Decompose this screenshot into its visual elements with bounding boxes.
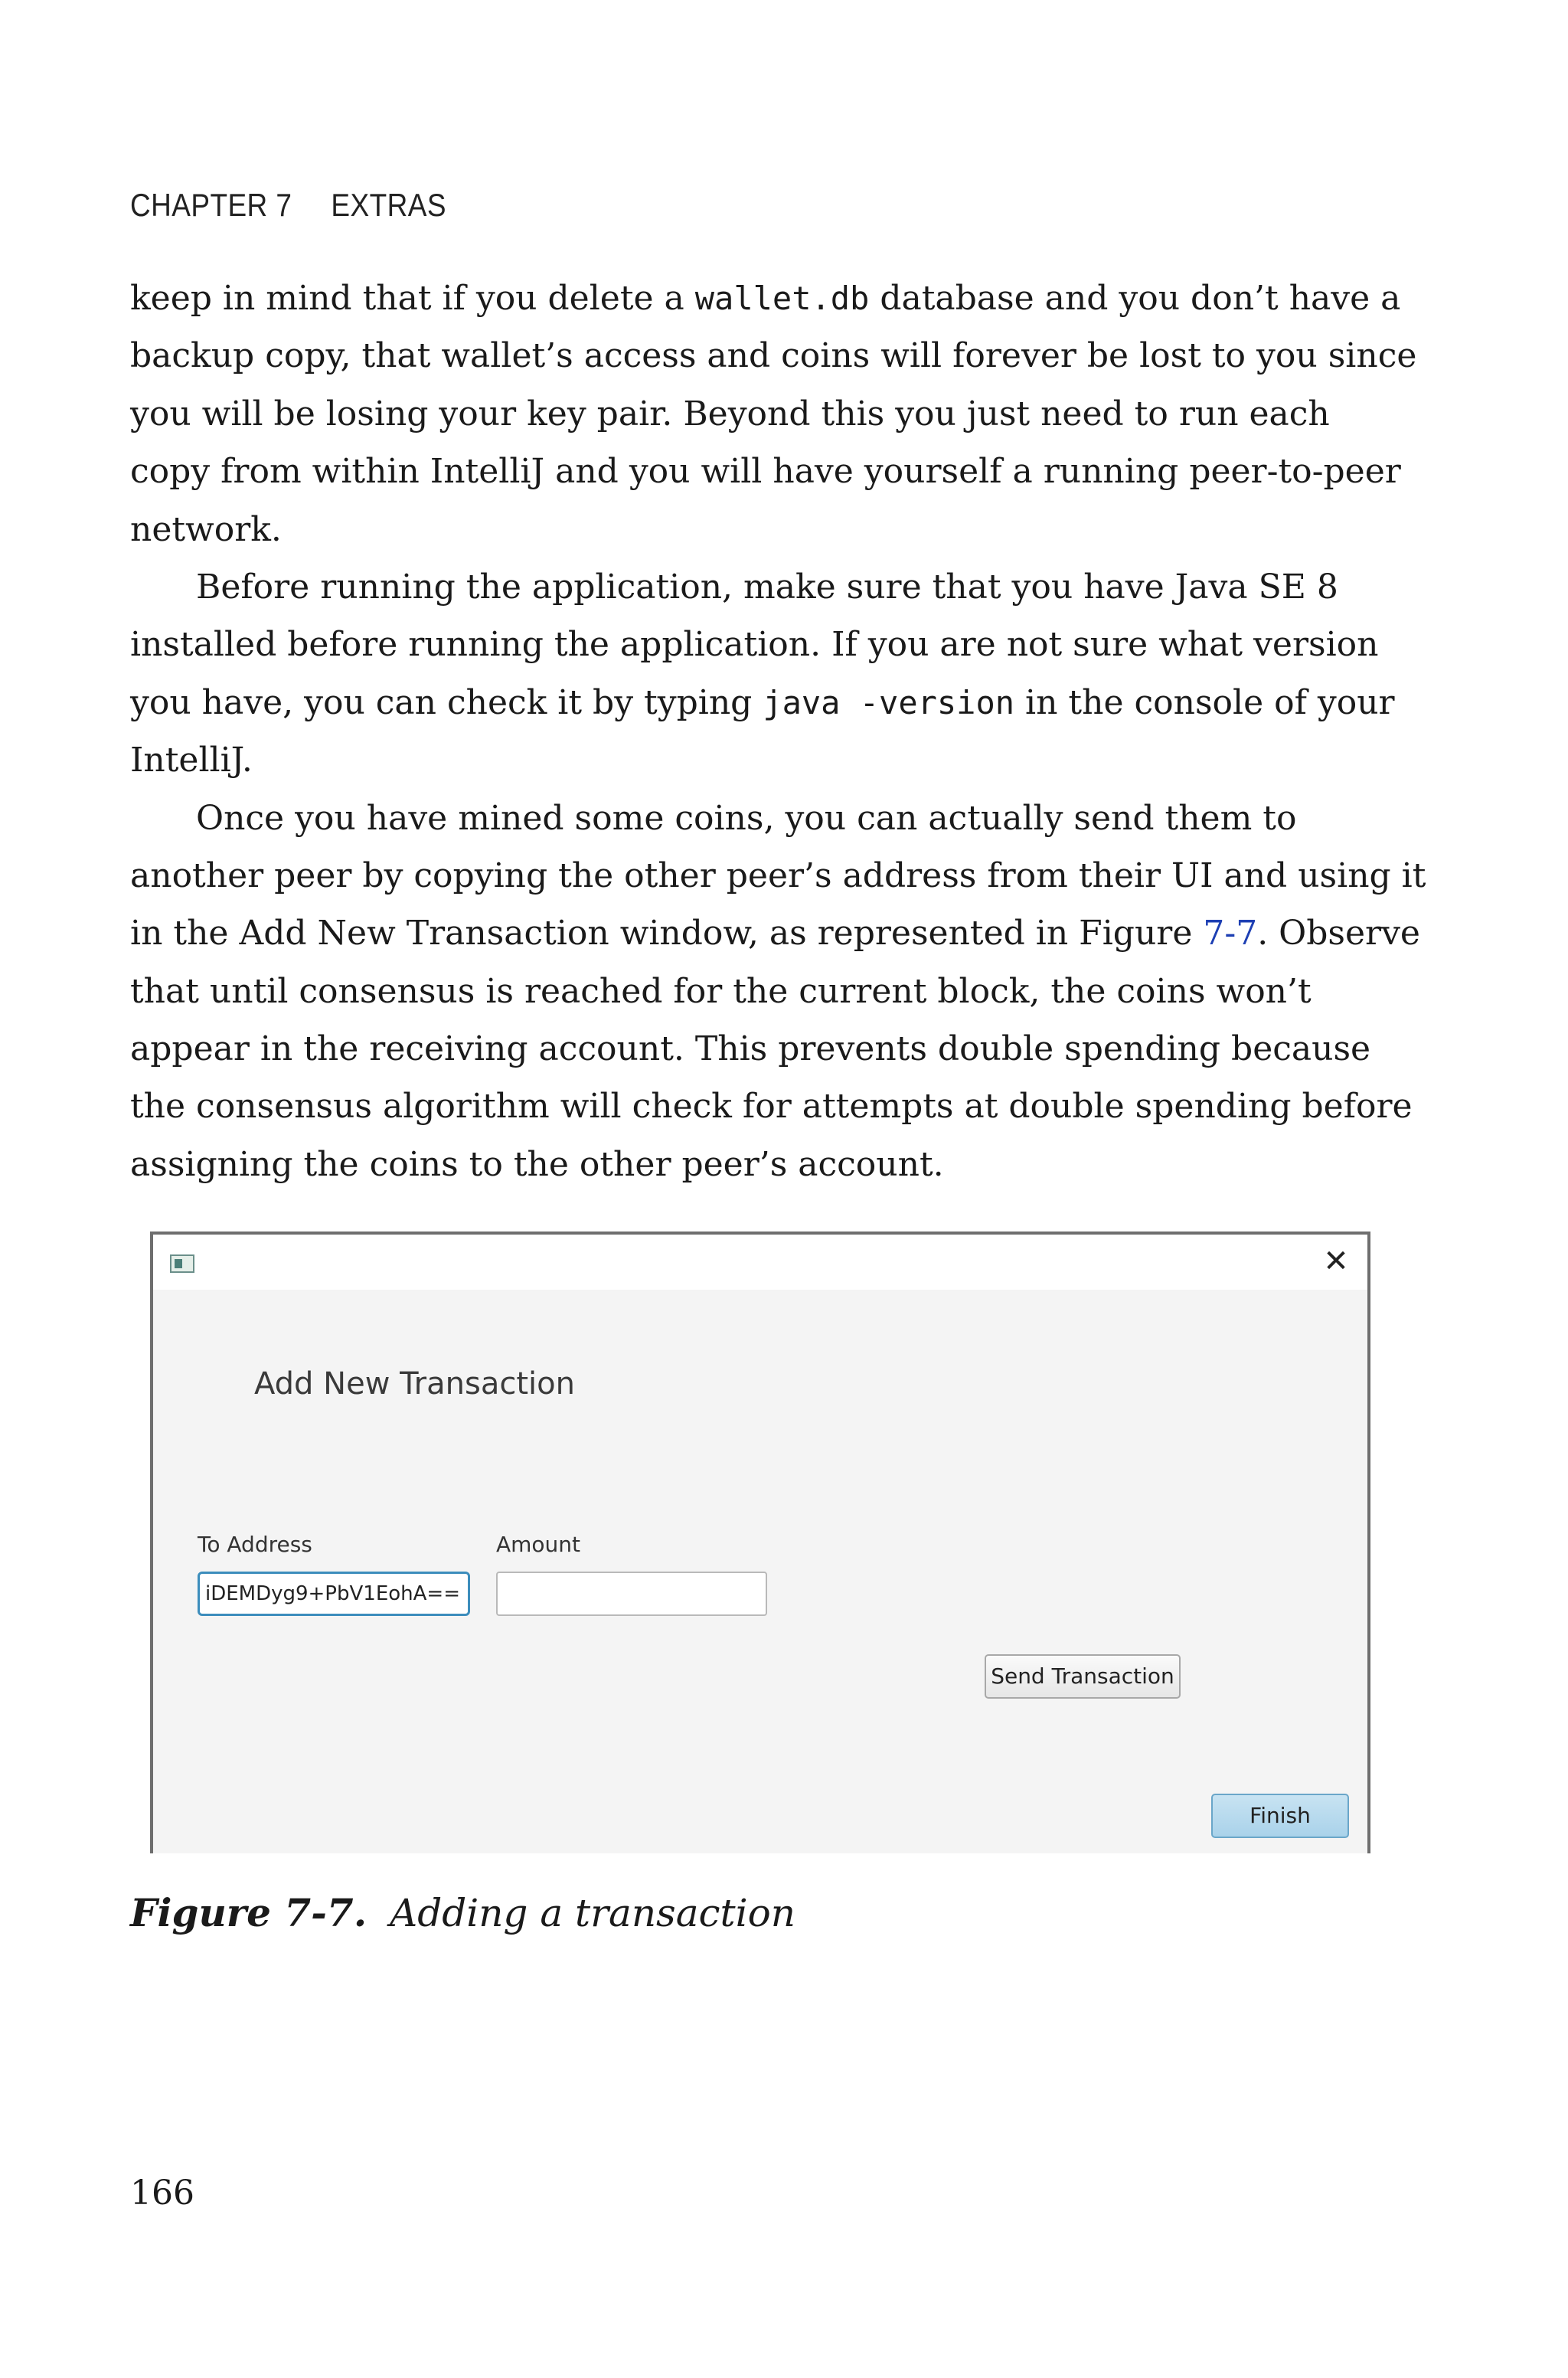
paragraph-2-line-1: Before running the application, make sure that you have Java SE 8: [196, 567, 1338, 607]
paragraph-1-line-5: network.: [130, 509, 282, 549]
finish-button[interactable]: Finish: [1211, 1794, 1349, 1838]
inline-code-java-version: java -version: [763, 683, 1015, 721]
running-head: [130, 187, 446, 224]
send-transaction-button[interactable]: Send Transaction: [985, 1654, 1181, 1699]
inline-code-wallet-db: wallet.db: [694, 280, 870, 317]
page-number: 166: [130, 2174, 194, 2213]
paragraph-3-line-4: that until consensus is reached for the current block, the coins won’t: [130, 971, 1312, 1011]
paragraph-3-line-1: Once you have mined some coins, you can actually send them to: [196, 798, 1297, 838]
paragraph-3-line-5: appear in the receiving account. This prevents double spending because: [130, 1029, 1371, 1069]
figure-caption-text: Adding a transaction: [390, 1891, 795, 1935]
to-address-label: To Address: [198, 1532, 312, 1557]
paragraph-1-line-2: backup copy, that wallet’s access and coins will forever be lost to you since: [130, 336, 1417, 376]
chapter-label: CHAPTER 7: [130, 187, 292, 223]
close-icon[interactable]: ✕: [1323, 1244, 1349, 1279]
paragraph-2-line-4: IntelliJ.: [130, 741, 253, 780]
paragraph-3-line-6: the consensus algorithm will check for attempts at double spending before: [130, 1087, 1413, 1127]
section-label: EXTRAS: [331, 187, 446, 223]
paragraph-1-line-4: copy from within IntelliJ and you will have yourself a running peer-to-peer: [130, 452, 1401, 492]
add-transaction-window-figure: [150, 1232, 1370, 1853]
body-text: [130, 270, 1426, 1193]
paragraph-3-line-3: in the Add New Transaction window, as represented in Figure 7-7. Observe: [130, 914, 1420, 953]
paragraph-2-line-3: you have, you can check it by typing java -version in the console of your: [130, 682, 1395, 722]
figure-cross-reference-link[interactable]: 7-7: [1203, 914, 1258, 953]
to-address-value: iDEMDyg9+PbV1EohA==: [204, 1582, 460, 1605]
dialog-title: Add New Transaction: [254, 1366, 575, 1402]
figure-caption: [130, 1890, 795, 1935]
paragraph-1-line-3: you will be losing your key pair. Beyond this you just need to run each: [130, 394, 1330, 433]
to-address-input[interactable]: [198, 1572, 470, 1616]
paragraph-3-line-2: another peer by copying the other peer’s address from their UI and using it: [130, 855, 1426, 895]
paragraph-2-line-2: installed before running the application. If you are not sure what version: [130, 625, 1379, 665]
window-titlebar: [153, 1235, 1367, 1290]
amount-label: Amount: [496, 1532, 581, 1557]
paragraph-1-line-1: keep in mind that if you delete a wallet.db database and you don’t have a: [130, 279, 1401, 318]
amount-input[interactable]: [496, 1572, 767, 1616]
figure-caption-label: Figure 7-7.: [130, 1890, 368, 1935]
paragraph-3-line-7: assigning the coins to the other peer’s account.: [130, 1144, 944, 1184]
app-window-icon: [170, 1254, 194, 1273]
